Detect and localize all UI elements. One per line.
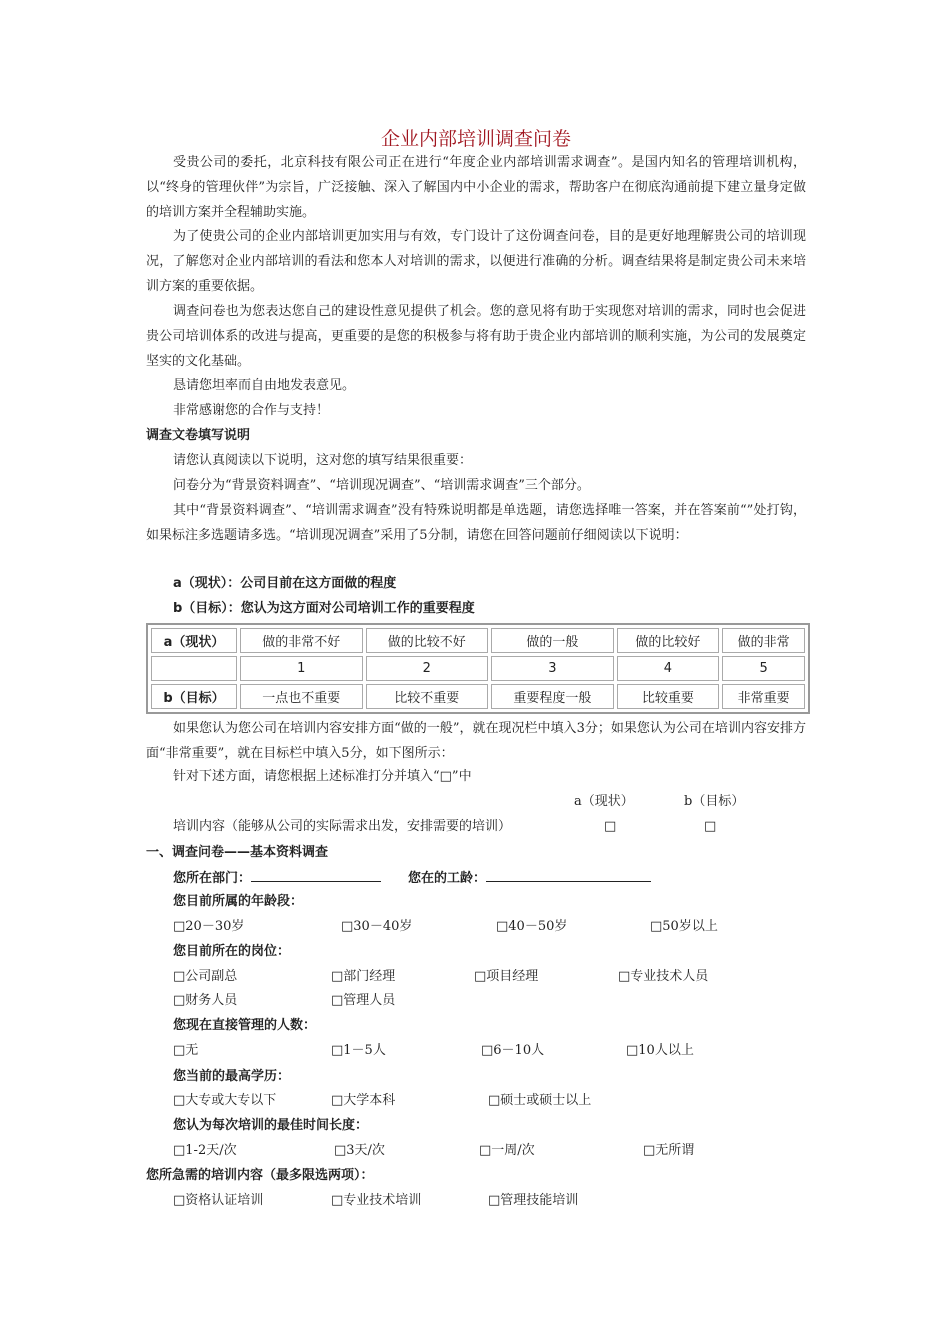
- manage-option-2[interactable]: □1－5人: [331, 1043, 386, 1058]
- post-option-1[interactable]: □公司副总: [173, 969, 238, 984]
- intro-paragraph-5: 非常感谢您的合作与支持！: [173, 403, 330, 418]
- instructions-line-2: 问卷分为“背景资料调查”、“培训现况调查”、“培训需求调查”三个部分。: [173, 478, 590, 493]
- row-a-label: a（现状）: [151, 628, 237, 653]
- content-option-1[interactable]: □资格认证培训: [173, 1193, 264, 1208]
- tenure-input[interactable]: [486, 867, 651, 882]
- department-label: 您所在部门：: [173, 871, 252, 886]
- instructions-heading: 调查文卷填写说明: [146, 428, 251, 443]
- example-instruction: 针对下述方面，请您根据上述标准打分并填入“□”中: [173, 769, 472, 784]
- scale-number: 1: [240, 656, 363, 681]
- scale-cell: 做的比较好: [617, 628, 720, 653]
- scale-table: [146, 623, 810, 714]
- age-option-4[interactable]: □50岁以上: [650, 919, 718, 934]
- example-text: 如果您认为您公司在培训内容安排方面“做的一般”，就在现况栏中填入3分；如果您认为公司在培训内容安排方面“非常重要”，就在目标栏中填入5分，如下图所示：: [146, 721, 806, 761]
- scale-number: 3: [491, 656, 614, 681]
- scale-row-number: [151, 656, 805, 681]
- edu-option-1[interactable]: □大专或大专以下: [173, 1093, 277, 1108]
- scale-number: 4: [617, 656, 720, 681]
- scale-row-b: [151, 684, 805, 709]
- manage-option-1[interactable]: □无: [173, 1043, 199, 1058]
- age-option-2[interactable]: □30－40岁: [341, 919, 413, 934]
- post-option-3[interactable]: □项目经理: [474, 969, 539, 984]
- scale-cell: 重要程度一般: [491, 684, 614, 709]
- row-b-label: b（目标）: [151, 684, 237, 709]
- question-age: 您目前所属的年龄段：: [173, 894, 304, 909]
- example-item: 培训内容（能够从公司的实际需求出发，安排需要的培训）: [173, 819, 512, 834]
- a-definition: a（现状）：公司目前在这方面做的程度: [173, 576, 397, 591]
- question-education: 您当前的最高学历：: [173, 1069, 291, 1084]
- time-option-3[interactable]: □一周/次: [479, 1143, 535, 1158]
- scale-cell: 一点也不重要: [240, 684, 363, 709]
- manage-option-3[interactable]: □6－10人: [481, 1043, 545, 1058]
- time-option-2[interactable]: □3天/次: [334, 1143, 385, 1158]
- scale-number: 2: [366, 656, 489, 681]
- edu-option-2[interactable]: □大学本科: [331, 1093, 396, 1108]
- question-content: 您所急需的培训内容（最多限选两项）：: [146, 1168, 374, 1183]
- example-col-a: a（现状）: [574, 794, 634, 809]
- document-title: 企业内部培训调查问卷: [380, 128, 571, 150]
- content-option-3[interactable]: □管理技能培训: [488, 1193, 579, 1208]
- tenure-label: 您在的工龄：: [408, 871, 487, 886]
- post-option-5[interactable]: □财务人员: [173, 993, 238, 1008]
- instructions-line-3: 其中“背景资料调查”、“培训需求调查”没有特殊说明都是单选题，请您选择唯一答案，并在答案前“”处打钩，如果标注多选题请多选。“培训现况调查”采用了5分制，请您在回答问题前仔细阅读以下说明：: [146, 503, 806, 543]
- section1-heading: 一、调查问卷——基本资料调查: [146, 845, 329, 860]
- tenure-field: [408, 867, 651, 889]
- manage-option-4[interactable]: □10人以上: [626, 1043, 694, 1058]
- time-option-4[interactable]: □无所谓: [643, 1143, 695, 1158]
- example-checkbox-b[interactable]: □: [704, 819, 717, 834]
- scale-cell: 做的非常不好: [240, 628, 363, 653]
- age-option-3[interactable]: □40－50岁: [496, 919, 568, 934]
- question-manage: 您现在直接管理的人数：: [173, 1018, 317, 1033]
- age-option-1[interactable]: □20－30岁: [173, 919, 245, 934]
- post-option-4[interactable]: □专业技术人员: [618, 969, 709, 984]
- example-col-b: b（目标）: [684, 794, 745, 809]
- instructions-line-1: 请您认真阅读以下说明，这对您的填写结果很重要：: [173, 453, 473, 468]
- post-option-6[interactable]: □管理人员: [331, 993, 396, 1008]
- intro-paragraph-2: 为了使贵公司的企业内部培训更加实用与有效，专门设计了这份调查问卷，目的是更好地理解贵公司的培训现况，了解您对企业内部培训的看法和您本人对培训的需求，以便进行准确的分析。调查结果将是制定贵公司未来培训方案的重要依据。: [146, 229, 806, 294]
- department-input[interactable]: [251, 867, 381, 882]
- edu-option-3[interactable]: □硕士或硕士以上: [488, 1093, 592, 1108]
- post-option-2[interactable]: □部门经理: [331, 969, 396, 984]
- scale-cell: 做的一般: [491, 628, 614, 653]
- question-time: 您认为每次培训的最佳时间长度：: [173, 1118, 369, 1133]
- scale-cell: 比较重要: [617, 684, 720, 709]
- question-post: 您目前所在的岗位：: [173, 944, 291, 959]
- scale-cell: 做的比较不好: [366, 628, 489, 653]
- example-checkbox-a[interactable]: □: [604, 819, 617, 834]
- intro-paragraph-3: 调查问卷也为您表达您自己的建设性意见提供了机会。您的意见将有助于实现您对培训的需求，同时也会促进贵公司培训体系的改进与提高，更重要的是您的积极参与将有助于贵企业内部培训的顺利实施，为公司的发展奠定坚实的文化基础。: [146, 304, 806, 369]
- intro-paragraph-4: 恳请您坦率而自由地发表意见。: [173, 378, 356, 393]
- scale-number: 5: [722, 656, 805, 681]
- empty-cell: [151, 656, 237, 681]
- intro-paragraph-1: 受贵公司的委托，北京科技有限公司正在进行“年度企业内部培训需求调查”。是国内知名的管理培训机构，以“终身的管理伙伴”为宗旨，广泛接触、深入了解国内中小企业的需求，帮助客户在彻底沟通前提下建立量身定做的培训方案并全程辅助实施。: [146, 155, 806, 220]
- scale-cell: 非常重要: [722, 684, 805, 709]
- content-option-2[interactable]: □专业技术培训: [331, 1193, 422, 1208]
- scale-cell: 做的非常: [722, 628, 805, 653]
- department-field: [173, 867, 381, 889]
- scale-row-a: [151, 628, 805, 653]
- time-option-1[interactable]: □1-2天/次: [173, 1143, 237, 1158]
- scale-cell: 比较不重要: [366, 684, 489, 709]
- b-definition: b（目标）：您认为这方面对公司培训工作的重要程度: [173, 601, 475, 616]
